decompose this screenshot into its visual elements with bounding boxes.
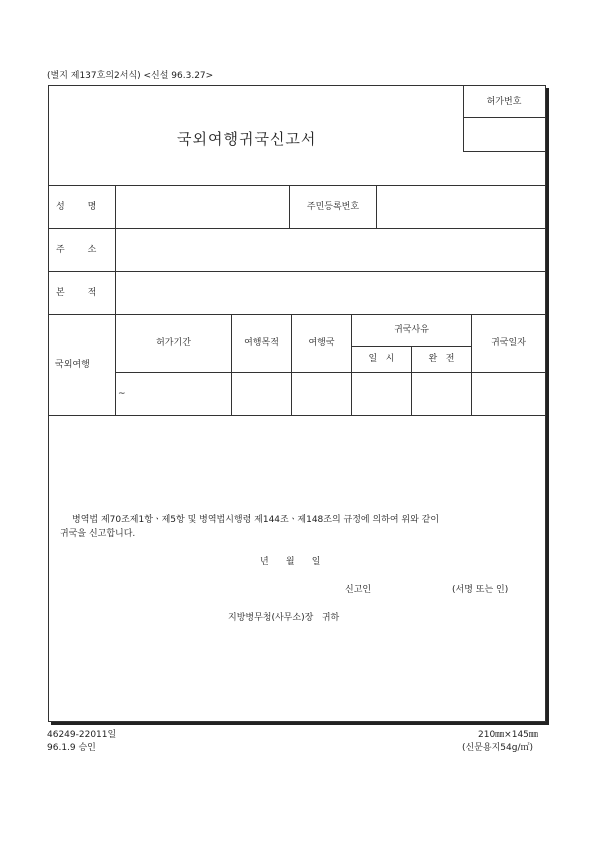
- permit-period-field[interactable]: [125, 374, 230, 414]
- footer-size: 210㎜×145㎜: [478, 730, 538, 740]
- recipient-line: 지방병무청(사무소)장 귀하: [228, 613, 340, 623]
- footer-paper: (신문용지54g/㎡): [462, 743, 533, 753]
- statement-line-1: 병역법 제70조제1항ㆍ제5항 및 병역법시행령 제144조ㆍ제148조의 규정에 의하여 위와 같이: [72, 515, 440, 525]
- permit-period-tilde: ~: [118, 389, 126, 399]
- temporary-header: 일 시: [368, 354, 395, 364]
- reporter-label: 신고인: [345, 585, 372, 595]
- address-field[interactable]: [117, 230, 544, 270]
- resident-split-line: [376, 185, 377, 228]
- temporary-field[interactable]: [353, 374, 410, 414]
- row-line-2: [49, 228, 545, 229]
- origin-field[interactable]: [117, 273, 544, 313]
- return-date-header: 귀국일자: [491, 338, 526, 348]
- travel-col-2: [291, 314, 292, 415]
- travel-col-5: [471, 314, 472, 415]
- frame-shadow-bottom: [51, 722, 549, 725]
- country-header: 여행국: [308, 338, 335, 348]
- frame-shadow-right: [546, 88, 549, 725]
- address-label: 주 소: [56, 245, 97, 255]
- form-number-note: (별지 제137호의2서식) <신설 96.3.27>: [47, 71, 214, 81]
- name-label: 성 명: [56, 202, 97, 212]
- footer-code: 46249-22011일: [47, 730, 117, 740]
- signature-label: (서명 또는 인): [452, 585, 509, 595]
- return-date-field[interactable]: [473, 374, 544, 414]
- row-line-3: [49, 271, 545, 272]
- purpose-field[interactable]: [233, 374, 290, 414]
- label-column-line: [115, 185, 116, 415]
- travel-label: 국외여행: [55, 360, 90, 370]
- name-field[interactable]: [117, 187, 288, 227]
- resident-number-field[interactable]: [378, 187, 544, 227]
- permit-number-label: 허가번호: [486, 97, 522, 107]
- permit-box-bottom: [463, 151, 545, 152]
- permit-period-header: 허가기간: [156, 338, 191, 348]
- permit-number-field[interactable]: [464, 118, 544, 150]
- date-line: 년 월 일: [260, 557, 321, 567]
- row-line-5: [49, 415, 545, 416]
- return-reason-header: 귀국사유: [394, 325, 429, 335]
- statement-line-2: 귀국을 신고합니다.: [60, 529, 136, 539]
- complete-header: 완 전: [428, 354, 455, 364]
- resident-number-label: 주민등록번호: [306, 202, 360, 212]
- origin-label: 본 적: [56, 288, 97, 298]
- row-line-1: [49, 185, 545, 186]
- country-field[interactable]: [293, 374, 350, 414]
- travel-col-1: [231, 314, 232, 415]
- footer-approval: 96.1.9 승인: [47, 743, 96, 753]
- travel-header-line: [116, 372, 545, 373]
- form-title: 국외여행귀국신고서: [177, 130, 317, 148]
- purpose-header: 여행목적: [244, 338, 279, 348]
- reporter-field[interactable]: [380, 582, 450, 596]
- complete-field[interactable]: [413, 374, 470, 414]
